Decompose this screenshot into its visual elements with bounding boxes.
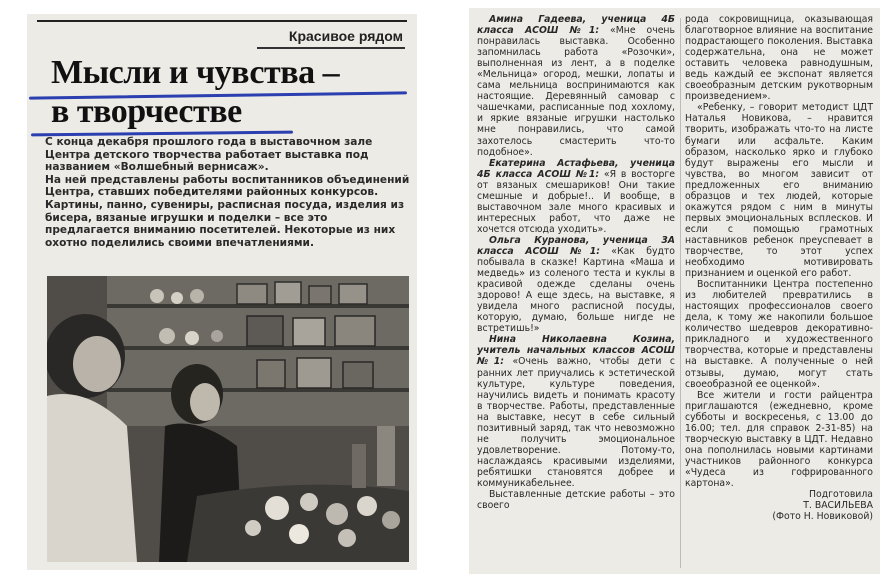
quote-author: Амина Гадеева, ученица 4Б класса АСОШ №1: <box>477 14 675 37</box>
top-border-rule <box>37 20 407 22</box>
quote-text: «Очень важно, чтобы дети с ранних лет приучались к эстетической культуре, культуре поведения, научились видеть и понимать красоту в творчестве. Работы, представленные на выставке, несут в себе сильный позитивный заряд, так что невозможно не получить эмоциональное удовлетворение. Потому-то, наслаждаясь красивыми изделиями, ребятишки становятся добрее и коммуникабельнее. <box>477 356 676 489</box>
section-rubric: Красивое рядом <box>288 28 403 44</box>
quote-paragraph <box>477 14 675 158</box>
body-paragraph: Воспитанники Центра постепенно из любителей превратились в настоящих профессионалов своего дела, к тому же накопили большое количество шедевров декоративно-прикладного и художественного творчества, которые и представлены на выставке. А полученные о ней отзывы, думаю, могут стать своеобразной ее оценкой». <box>685 279 873 390</box>
lead-paragraph-1: С конца декабря прошлого года в выставочном зале Центра детского творчества работает выставка под названием «Волшебный вернисаж». <box>45 136 373 174</box>
signature-prepared-by: Подготовила <box>809 489 873 501</box>
quote-author: Нина Николаевна Козина, учитель начальных классов АСОШ №1: <box>477 334 675 368</box>
lead-paragraph-2: На ней представлены работы воспитанников объединений Центра, ставших победителями районных конкурсов. Картины, панно, сувениры, расписная посуда, изделия из бисера, вязаные игрушки и поделки – все это предлагается вниманию посетителей. Некоторые из них охотно поделились своими впечатлениями. <box>45 173 410 249</box>
lead-text <box>45 136 411 249</box>
exhibition-photo-image <box>47 276 409 562</box>
body-paragraph <box>477 489 675 511</box>
signature-author: Т. ВАСИЛЬЕВА <box>803 500 873 512</box>
quote-text: «Как будто побывала в сказке! Картина «Маша и медведь» из соленого теста и куклы в красивой одежде сделаны очень здорово! А еще здесь, на выставке, я увидела много расписной посуды, которую, думаю, больше нигде не встретишь!» <box>477 245 675 335</box>
rubric-underline <box>257 47 405 49</box>
quote-paragraph <box>477 334 675 489</box>
quote-author: Ольга Куранова, ученица 3А класса АСОШ №1: <box>477 234 675 257</box>
body-paragraph: Все жители и гости райцентра приглашаются (ежедневно, кроме субботы и воскресенья, с 13.00 до 16.00; тел. для справок 2-31-85) на творческую выставку в ЦДТ. Недавно она пополнилась новыми картинами участников районного конкурса «Чудеса из гофрированного картона». <box>685 389 873 489</box>
quote-paragraph <box>477 158 675 235</box>
newspaper-clipping-right <box>469 8 880 574</box>
quote-text: «Я в восторге от вязаных смешариков! Они такие смешные и добрые!.. И вообще, в выставочном зале много красивых и интересных работ, что даже не хочется отсюда уходить». <box>477 168 675 235</box>
quote-author: Екатерина Астафьева, ученица 4Б класса АСОШ №1: <box>477 157 675 180</box>
body-paragraph: «Ребенку, – говорит методист ЦДТ Наталья Новикова, – нравится творить, изображать что-то на листе бумаги или асфальте. Каким образом, насколько ярко и глубоко будут выражены его мысли и чувства, во многом зависит от предложенных его вниманию образцов и тех людей, которые окажутся рядом с ним в минуты первых эмоциональных всплесков. И если с помощью грамотных наставников ребенок преуспевает в творчестве, то этот успех необходимо мотивировать признанием и оценкой его работ. <box>685 102 873 280</box>
text-column-1 <box>477 14 675 511</box>
body-paragraph: рода сокровищница, оказывающая благотворное влияние на воспитание подрастающего поколения. Выставка содержательна, она не может оставить человека равнодушным, ведь каждый ее экспонат является своеобразным детским рукотворным произведением». <box>685 14 873 103</box>
text-column-2 <box>685 14 873 522</box>
newspaper-clipping-left <box>27 14 417 570</box>
exhibition-photo <box>47 276 409 562</box>
quote-text: «Мне очень понравилась выставка. Особенно запомнилась работа «Розочки», выполненная из лент, а в поделке «Мельница» огород, мешки, лопаты и сама мельница воспринимаются как настоящие. Деревянный самовар с чашечками, расписанные под хохлому, и яркие вязаные игрушки настолько мне понравились, что самой захотелось смастерить что-то подобное». <box>477 25 675 158</box>
quote-paragraph <box>477 235 675 334</box>
headline-line-2: в творчестве <box>51 93 242 130</box>
body-text: Выставленные детские работы – это своего <box>477 489 675 512</box>
photo-credit: (Фото Н. Новиковой) <box>772 511 873 523</box>
headline-line-1: Мысли и чувства – <box>51 54 340 91</box>
column-divider <box>680 18 681 568</box>
